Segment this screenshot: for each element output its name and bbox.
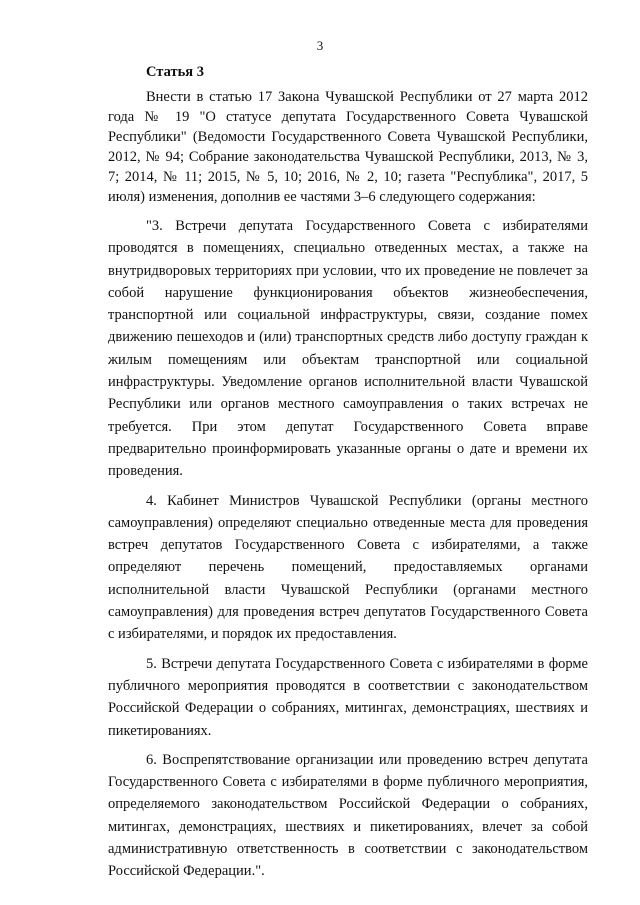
document-body	[108, 62, 588, 890]
page-number: 3	[316, 38, 324, 53]
paragraph-part-5: 5. Встречи депутата Государственного Совета с избирателями в форме публичного мероприятия проводятся в соответствии с законодательством Российской Федерации о собраниях, митингах, демонстрациях, шествиях и пикетированиях.	[108, 655, 588, 739]
article-title: Статья 3	[146, 64, 204, 80]
article-intro: Внести в статью 17 Закона Чувашской Республики от 27 марта 2012 года № 19 "О статусе депутата Государственного Совета Чувашской Республики" (Ведомости Государственного Совета Чувашской Республики, 2012, № 94; Собрание законодательства Чувашской Республики, 2013, № 3, 7; 2014, № 11; 2015, № 5, 10; 2016, № 2, 10; газета "Республика", 2017, 5 июля) изменения, дополнив ее частями 3–6 следующего содержания:	[108, 89, 588, 205]
paragraph-part-4: 4. Кабинет Министров Чувашской Республики (органы местного самоуправления) определяют специально отведенные места для проведения встреч депутатов Государственного Совета с избирателями, а также определяют перечень помещений, предоставляемых органами исполнительной власти Чувашской Республики (органами местного самоуправления) для проведения встреч депутатов Государственного Совета с избирателями, и порядок их предоставления.	[108, 492, 588, 643]
paragraph-part-3: "3. Встречи депутата Государственного Совета с избирателями проводятся в помещениях, специально отведенных местах, а также на внутридворовых территориях при условии, что их проведение не повлечет за собой нарушение функционирования объектов жизнеобеспечения, транспортной или социальной инфраструктуры, связи, создание помех движению пешеходов и (или) транспортных средств либо доступу граждан к жилым помещениям или объектам транспортной или социальной инфраструктуры. Уведомление органов исполнительной власти Чувашской Республики или органов местного самоуправления о таких встречах не требуется. При этом депутат Государственного Совета вправе предварительно проинформировать указанные органы о дате и времени их проведения.	[108, 218, 588, 480]
paragraph-part-6: 6. Воспрепятствование организации или проведению встреч депутата Государственного Совета с избирателями в форме публичного мероприятия, определяемого законодательством Российской Федерации о собраниях, митингах, демонстрациях, шествиях и пикетированиях, влечет за собой административную ответственность в соответствии с законодательством Российской Федерации.".	[108, 751, 588, 880]
